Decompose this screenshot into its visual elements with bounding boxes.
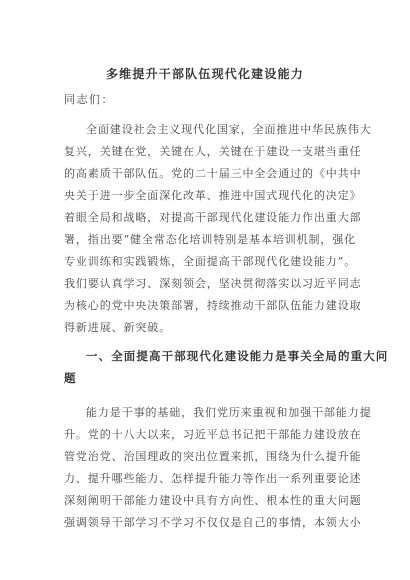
heading-line: 题 (64, 371, 77, 385)
heading-line: 一、全面提高干部现代化建设能力是事关全局的重大问 (86, 349, 389, 363)
paragraph-intro (64, 119, 372, 339)
paragraph-line: 着眼全局和战略，对提高干部现代化建设能力作出重大部 (64, 211, 362, 224)
paragraph-line: 专业训练和实践锻炼，全面提高干部现代化建设能力”。 (64, 255, 357, 268)
section-heading (64, 345, 389, 389)
document-title: 多维提升干部队伍现代化建设能力 (105, 67, 304, 81)
paragraph-line: 央关于进一步全面深化改革、推进中国式现代化的决定》 (64, 189, 362, 202)
paragraph-line: 深刻阐明干部能力建设中具有方向性、根本性的重大问题 (64, 494, 362, 507)
paragraph-section-1 (64, 402, 372, 534)
paragraph-line: 全面建设社会主义现代化国家，全面推进中华民族伟大 (86, 123, 372, 136)
paragraph-line: 管党治党、治国理政的突出位置来抓，围绕为什么提升能 (64, 450, 362, 463)
paragraph-line: 为核心的党中央决策部署，持续推动干部队伍能力建设取 (64, 299, 362, 312)
paragraph-line: 我们要认真学习、深刻领会，坚决贯彻落实以习近平同志 (64, 277, 362, 290)
paragraph-line: 复兴，关键在党，关键在人，关键在于建设一支堪当重任 (64, 145, 362, 158)
paragraph-line: 力、提升哪些能力、怎样提升能力等作出一系列重要论述 (64, 472, 362, 485)
paragraph-line: 署，指出要“健全常态化培训特别是基本培训机制，强化 (64, 233, 357, 246)
paragraph-line: 升。党的十八大以来，习近平总书记把干部能力建设放在 (64, 428, 362, 441)
paragraph-line: 能力是干事的基础，我们党历来重视和加强干部能力提 (86, 406, 372, 419)
paragraph-line: 得新进展、新突破。 (64, 321, 172, 334)
paragraph-line: 强调领导干部学习不学习不仅仅是自己的事情，本领大小 (64, 516, 362, 529)
paragraph-line: 的高素质干部队伍。党的二十届三中全会通过的《中共中 (64, 167, 362, 180)
salutation: 同志们： (64, 93, 114, 106)
